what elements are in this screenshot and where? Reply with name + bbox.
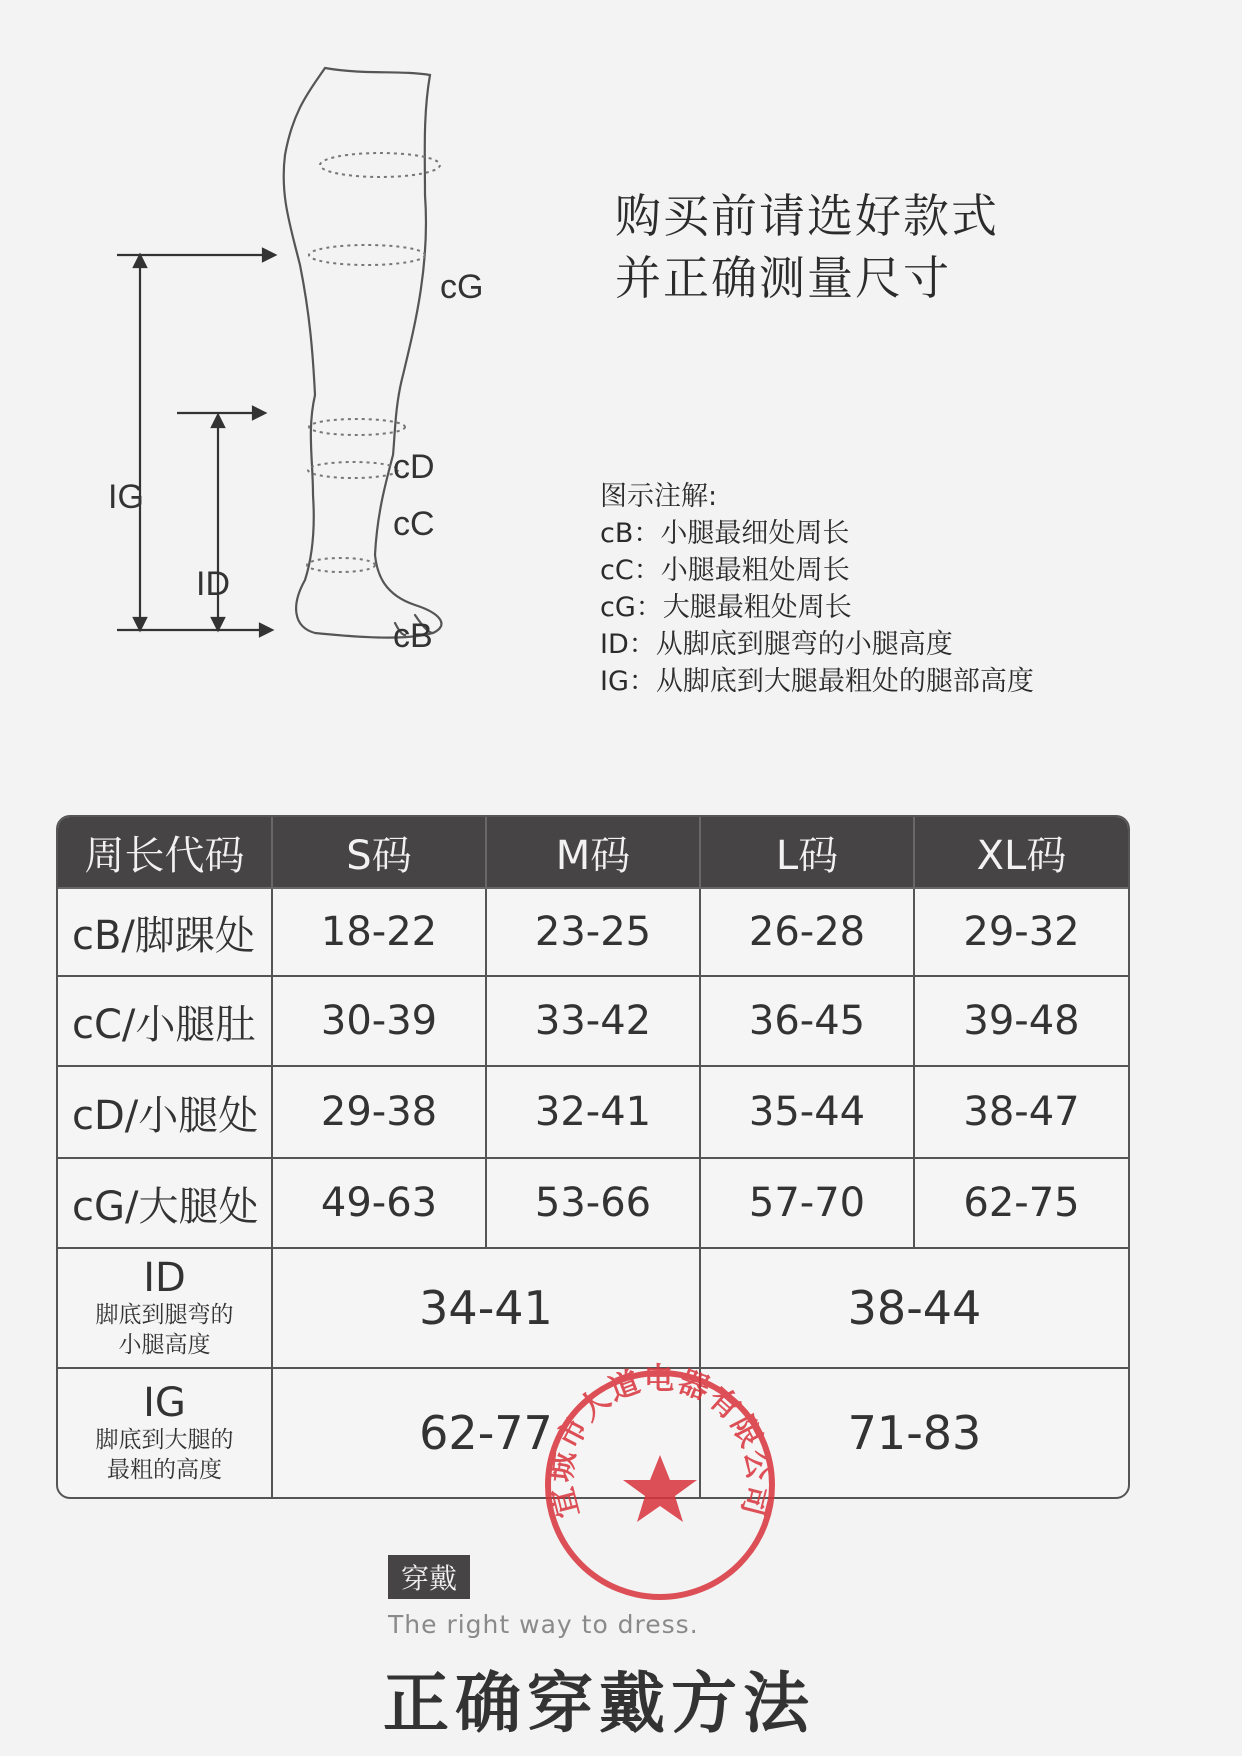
cD-ring (309, 419, 405, 435)
id-desc-2: 小腿高度 (118, 1332, 211, 1358)
legend-item: cG：大腿最粗处周长 (600, 592, 852, 623)
table-cell: 39-48 (915, 977, 1128, 1067)
ig-code: IG (143, 1380, 186, 1426)
page-heading (615, 185, 999, 309)
table-cell: 62-77 (273, 1369, 701, 1497)
wearing-method-title: 正确穿戴方法 (383, 1665, 815, 1742)
table-cell: 26-28 (701, 889, 915, 977)
header-cell: XL码 (915, 817, 1128, 889)
diagram-legend (600, 478, 1034, 700)
cC-ring (308, 462, 398, 478)
hip-ring (320, 153, 440, 177)
header-cell: 周长代码 (58, 817, 273, 889)
leg-outline (284, 68, 442, 638)
label-cB: cB (393, 617, 433, 655)
label-ID: ID (196, 565, 230, 603)
row-label: cC/小腿肚 (58, 977, 273, 1067)
table-cell: 30-39 (273, 977, 487, 1067)
header-cell: M码 (487, 817, 701, 889)
table-cell: 33-42 (487, 977, 701, 1067)
table-cell: 32-41 (487, 1067, 701, 1159)
star-icon (623, 1455, 697, 1522)
row-label: cB/脚踝处 (58, 889, 273, 977)
heading-line-2: 并正确测量尺寸 (615, 251, 951, 305)
legend-item: IG：从脚底到大腿最粗处的腿部高度 (600, 666, 1034, 697)
wear-badge: 穿戴 (388, 1555, 470, 1599)
table-cell: 62-75 (915, 1159, 1128, 1249)
label-cD: cD (393, 448, 435, 486)
cG-ring (309, 245, 425, 265)
header-cell: L码 (701, 817, 915, 889)
table-cell: 34-41 (273, 1249, 701, 1369)
legend-item: cC：小腿最粗处周长 (600, 555, 850, 586)
table-row-id (58, 1249, 1128, 1369)
table-cell: 23-25 (487, 889, 701, 977)
id-desc-1: 脚底到腿弯的 (95, 1302, 234, 1328)
row-label-ig (58, 1369, 273, 1497)
header-cell: S码 (273, 817, 487, 889)
label-cC: cC (393, 505, 435, 543)
table-cell: 71-83 (847, 1406, 982, 1460)
heading-line-1: 购买前请选好款式 (615, 189, 999, 243)
table-cell: 29-38 (273, 1067, 487, 1159)
table-cell: 49-63 (273, 1159, 487, 1249)
table-header-row (58, 817, 1128, 889)
english-subtitle: The right way to dress. (388, 1610, 699, 1639)
row-label-id (58, 1249, 273, 1369)
label-cG: cG (440, 268, 484, 306)
table-cell: 38-47 (915, 1067, 1128, 1159)
leg-measurement-diagram (95, 55, 495, 735)
table-cell: 57-70 (701, 1159, 915, 1249)
table-cell: 53-66 (487, 1159, 701, 1249)
table-cell: 38-44 (701, 1249, 1128, 1369)
id-code: ID (143, 1255, 186, 1301)
legend-title: 图示注解: (600, 481, 718, 512)
table-cell: 29-32 (915, 889, 1128, 977)
legend-item: cB：小腿最细处周长 (600, 518, 850, 549)
table-row (58, 1067, 1128, 1159)
company-seal-stamp (535, 1360, 785, 1610)
label-IG: IG (108, 478, 144, 516)
legend-item: ID：从脚底到腿弯的小腿高度 (600, 629, 953, 660)
table-cell: 18-22 (273, 889, 487, 977)
table-row (58, 1159, 1128, 1249)
cB-ring (307, 558, 375, 572)
table-cell: 35-44 (701, 1067, 915, 1159)
ig-desc-1: 脚底到大腿的 (95, 1427, 234, 1453)
ig-desc-2: 最粗的高度 (107, 1457, 222, 1483)
table-cell: 36-45 (701, 977, 915, 1067)
row-label: cG/大腿处 (58, 1159, 273, 1249)
table-row (58, 977, 1128, 1067)
row-label: cD/小腿处 (58, 1067, 273, 1159)
svg-text:宜城市大道电器有限公司: 宜城市大道电器有限公司 (543, 1362, 777, 1522)
table-row (58, 889, 1128, 977)
